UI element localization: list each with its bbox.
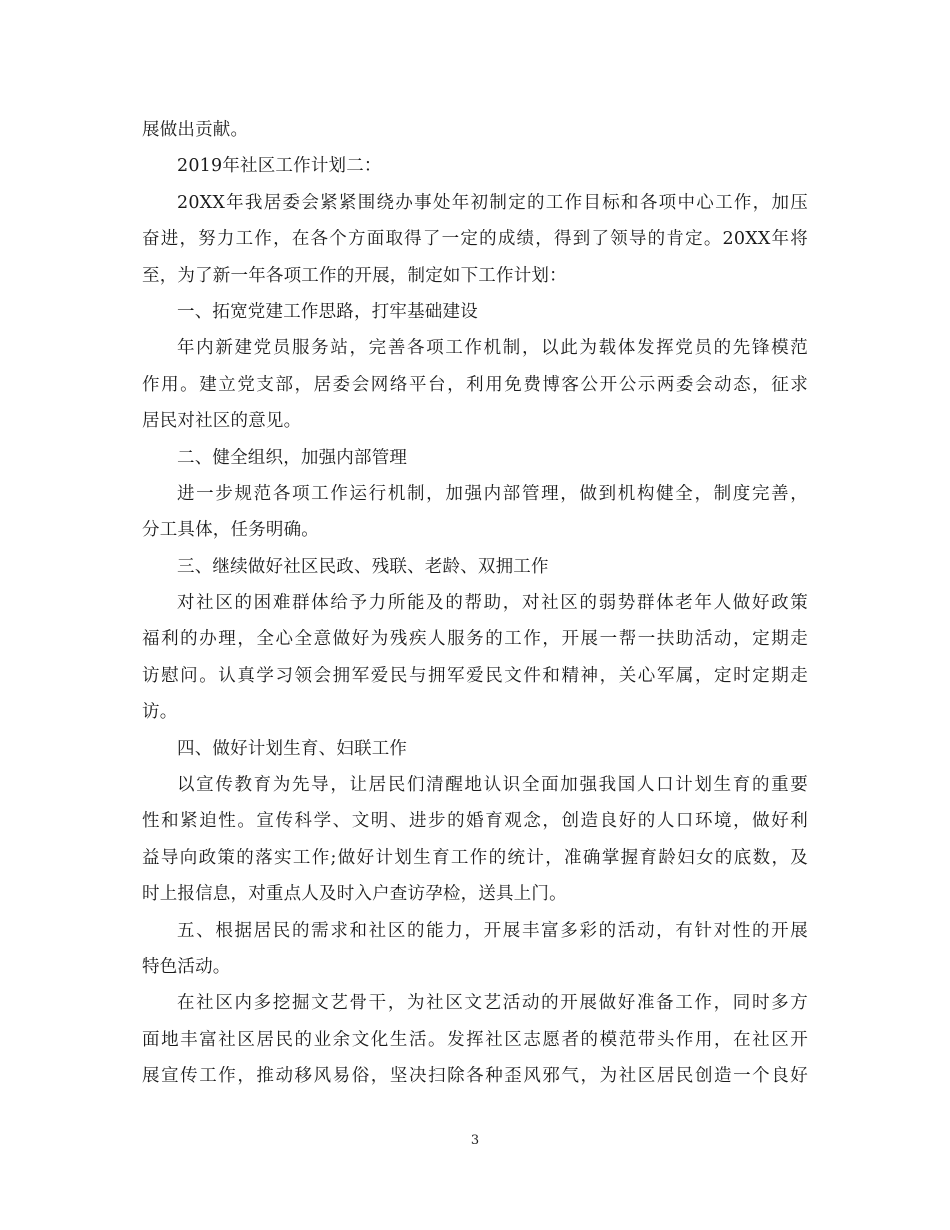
paragraph-first-line: 一、拓宽党建工作思路，打牢基础建设 bbox=[177, 301, 478, 322]
paragraph-line: 访慰问。认真学习领会拥军爱民与拥军爱民文件和精神，关心军属，定时定期走 bbox=[142, 665, 808, 686]
document-body bbox=[142, 112, 808, 1095]
paragraph-line: 奋进，努力工作，在各个方面取得了一定的成绩，得到了领导的肯定。20XX年将 bbox=[142, 229, 808, 250]
paragraph-line: 访。 bbox=[142, 702, 178, 723]
paragraph-line: 福利的办理，全心全意做好为残疾人服务的工作，开展一帮一扶助活动，定期走 bbox=[142, 629, 808, 650]
paragraph-first-line: 五、根据居民的需求和社区的能力，开展丰富多彩的活动，有针对性的开展 bbox=[177, 920, 808, 941]
paragraph-line: 分工具体，任务明确。 bbox=[142, 520, 319, 541]
paragraph-line: 至，为了新一年各项工作的开展，制定如下工作计划： bbox=[142, 265, 567, 286]
paragraph-first-line: 20XX年我居委会紧紧围绕办事处年初制定的工作目标和各项中心工作，加压 bbox=[177, 192, 808, 213]
paragraph-line: 居民对社区的意见。 bbox=[142, 411, 302, 432]
paragraph-line: 特色活动。 bbox=[142, 956, 231, 977]
paragraph-line: 益导向政策的落实工作;做好计划生育工作的统计，准确掌握育龄妇女的底数，及 bbox=[142, 847, 808, 868]
paragraph-line: 时上报信息，对重点人及时入户查访孕检，送具上门。 bbox=[142, 884, 567, 905]
paragraph-first-line: 三、继续做好社区民政、残联、老龄、双拥工作 bbox=[177, 556, 549, 577]
paragraph-first-line: 以宣传教育为先导，让居民们清醒地认识全面加强我国人口计划生育的重要 bbox=[177, 775, 808, 796]
paragraph-line: 展宣传工作，推动移风易俗，坚决扫除各种歪风邪气，为社区居民创造一个良好 bbox=[142, 1066, 808, 1087]
paragraph-first-line: 2019年社区工作计划二： bbox=[177, 156, 382, 177]
paragraph-first-line: 年内新建党员服务站，完善各项工作机制，以此为载体发挥党员的先锋模范 bbox=[177, 338, 808, 359]
paragraph-first-line: 对社区的困难群体给予力所能及的帮助，对社区的弱势群体老年人做好政策 bbox=[177, 593, 808, 614]
paragraph-first-line: 在社区内多挖掘文艺骨干，为社区文艺活动的开展做好准备工作，同时多方 bbox=[177, 993, 808, 1014]
paragraph-first-line: 二、健全组织，加强内部管理 bbox=[177, 447, 408, 468]
paragraph-line: 作用。建立党支部，居委会网络平台，利用免费博客公开公示两委会动态，征求 bbox=[142, 374, 808, 395]
page-number: 3 bbox=[470, 1133, 480, 1148]
paragraph-line: 性和紧迫性。宣传科学、文明、进步的婚育观念，创造良好的人口环境，做好利 bbox=[142, 811, 808, 832]
paragraph-line: 展做出贡献。 bbox=[142, 120, 249, 140]
paragraph-first-line: 四、做好计划生育、妇联工作 bbox=[177, 738, 408, 759]
paragraph-first-line: 进一步规范各项工作运行机制，加强内部管理，做到机构健全，制度完善， bbox=[177, 483, 808, 504]
paragraph-line: 面地丰富社区居民的业余文化生活。发挥社区志愿者的模范带头作用，在社区开 bbox=[142, 1029, 808, 1050]
